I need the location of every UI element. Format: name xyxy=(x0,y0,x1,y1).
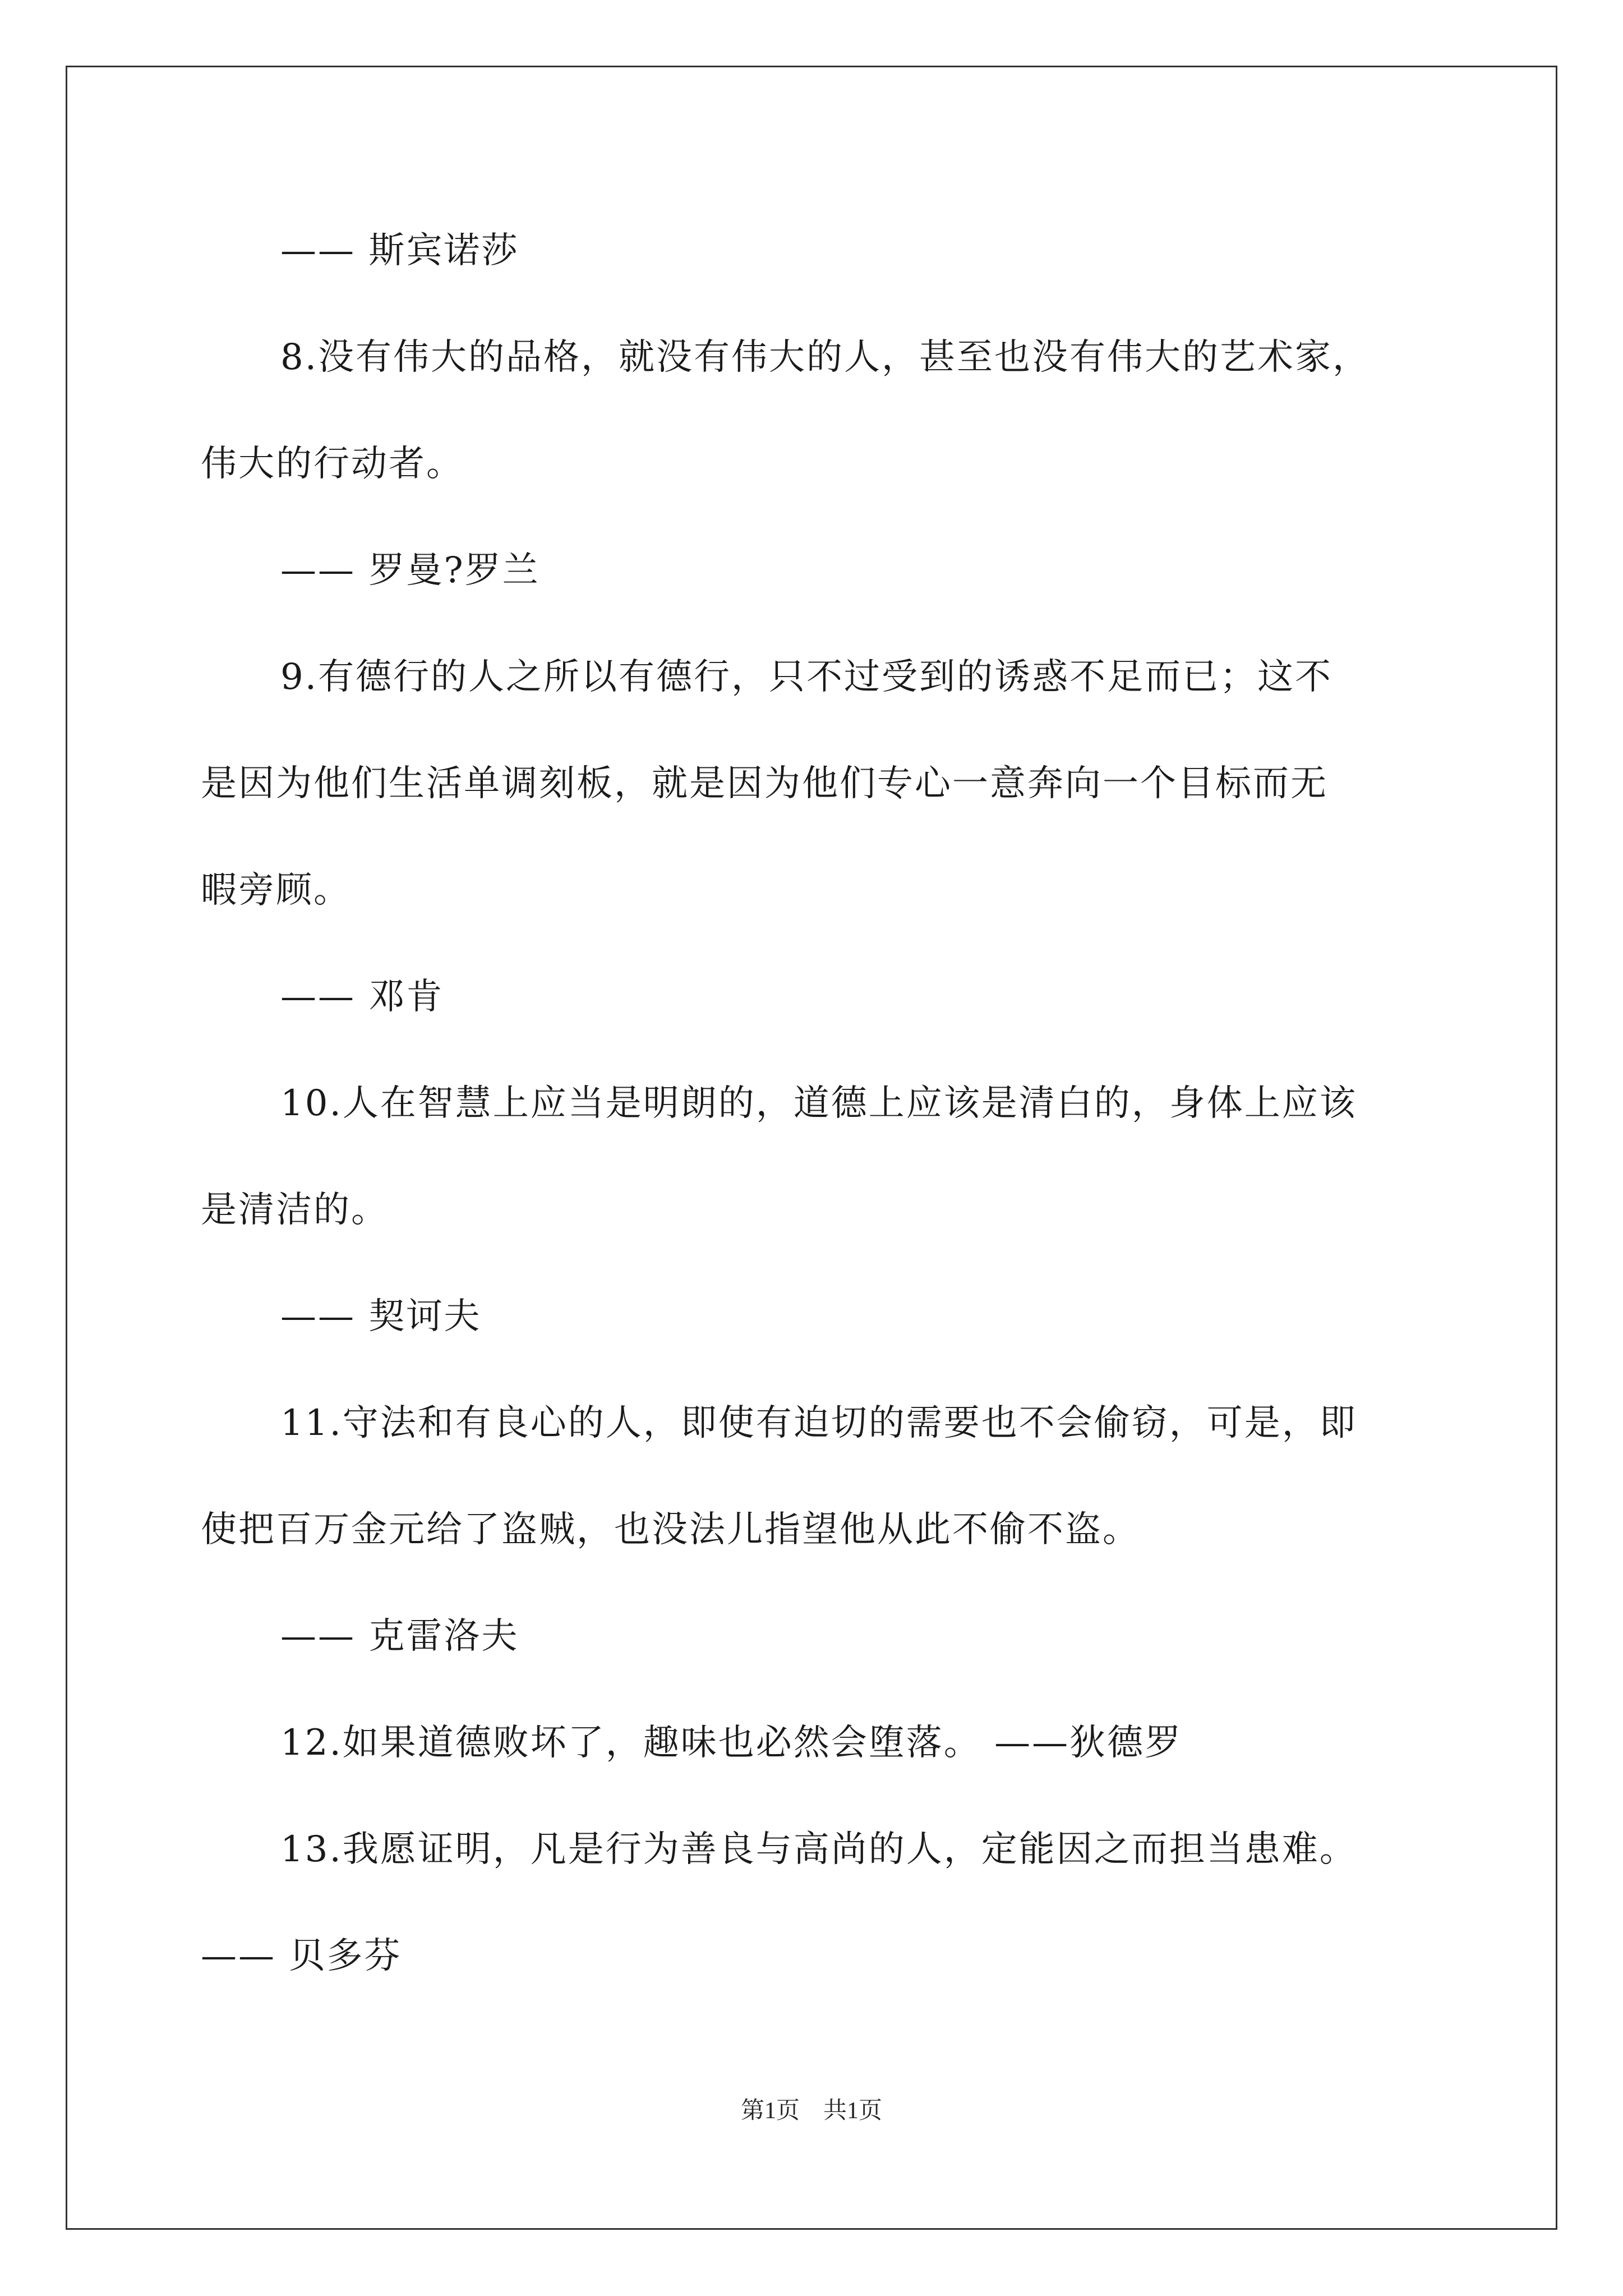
attribution-krylov: —— 克雷洛夫 xyxy=(280,1616,519,1657)
quote-10-line-2: 是清洁的。 xyxy=(201,1189,389,1231)
attribution-rolland: —— 罗曼?罗兰 xyxy=(280,550,540,591)
page-border xyxy=(66,66,1557,2230)
quote-10-line-1: 10.人在智慧上应当是明朗的，道德上应该是清白的，身体上应该 xyxy=(280,1083,1357,1124)
quote-11-line-2: 使把百万金元给了盗贼，也没法儿指望他从此不偷不盗。 xyxy=(201,1509,1140,1550)
quote-9-line-2: 是因为他们生活单调刻板，就是因为他们专心一意奔向一个目标而无 xyxy=(201,763,1328,804)
quote-8-line-1: 8.没有伟大的品格，就没有伟大的人，甚至也没有伟大的艺术家， xyxy=(280,337,1371,378)
attribution-duncan: —— 邓肯 xyxy=(280,976,444,1018)
attribution-beethoven: —— 贝多芬 xyxy=(201,1935,402,1977)
quote-8-line-2: 伟大的行动者。 xyxy=(201,443,464,485)
quote-12-line-1: 12.如果道德败坏了，趣味也必然会堕落。 ——狄德罗 xyxy=(280,1722,1183,1764)
quote-9-line-1: 9.有德行的人之所以有德行，只不过受到的诱惑不足而已；这不 xyxy=(280,656,1333,698)
attribution-chekhov: —— 契诃夫 xyxy=(280,1296,482,1337)
attribution-spinoza: —— 斯宾诺莎 xyxy=(280,230,519,272)
quote-9-line-3: 暇旁顾。 xyxy=(201,869,351,911)
quote-13-line-1: 13.我愿证明，凡是行为善良与高尚的人，定能因之而担当患难。 xyxy=(280,1829,1357,1870)
quote-11-line-1: 11.守法和有良心的人，即使有迫切的需要也不会偷窃，可是，即 xyxy=(280,1402,1357,1444)
page-footer: 第1页 共1页 xyxy=(740,2098,882,2124)
